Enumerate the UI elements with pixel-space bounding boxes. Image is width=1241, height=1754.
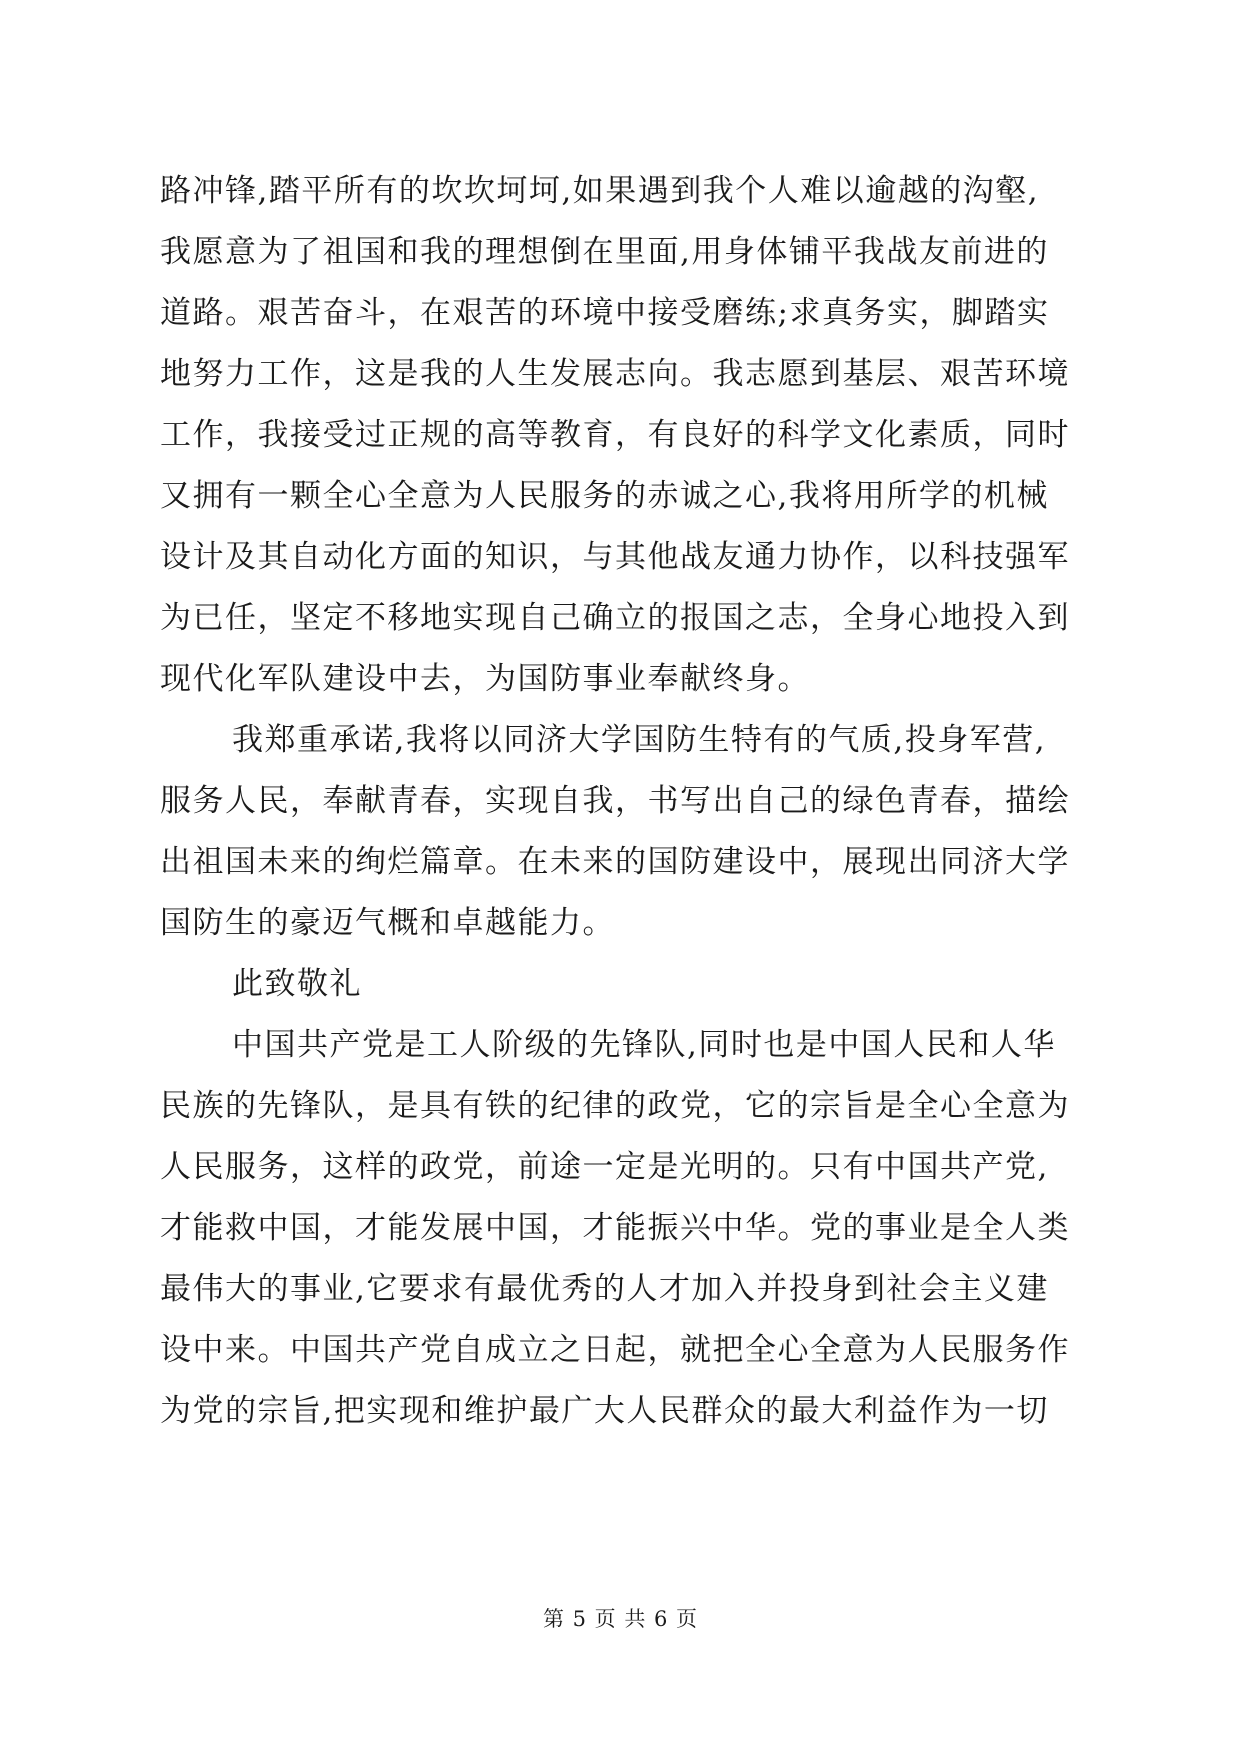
paragraph-3-line-7: 为党的宗旨,把实现和维护最广大人民群众的最大利益作为一切: [160, 1393, 1049, 1429]
paragraph-3-line-3: 人民服务，这样的政党，前途一定是光明的。只有中国共产党,: [160, 1149, 1049, 1185]
paragraph-2-line-4: 国防生的豪迈气概和卓越能力。: [160, 905, 615, 941]
paragraph-1-line-4: 地努力工作，这是我的人生发展志向。我志愿到基层、艰苦环境: [160, 356, 1070, 392]
paragraph-1-line-8: 为已任，坚定不移地实现自己确立的报国之志，全身心地投入到: [160, 600, 1070, 636]
paragraph-2-line-2: 服务人民，奉献青春，实现自我，书写出自己的绿色青春，描绘: [160, 783, 1070, 819]
salutation: 此致敬礼: [232, 966, 362, 1002]
paragraph-3-line-4: 才能救中国，才能发展中国，才能振兴中华。党的事业是全人类: [160, 1210, 1070, 1246]
paragraph-1-line-1: 路冲锋,踏平所有的坎坎坷坷,如果遇到我个人难以逾越的沟壑,: [160, 173, 1040, 209]
paragraph-1-line-7: 设计及其自动化方面的知识，与其他战友通力协作，以科技强军: [160, 539, 1070, 575]
paragraph-3-line-1: 中国共产党是工人阶级的先锋队,同时也是中国人民和人华: [232, 1027, 1056, 1063]
page-number-footer: 第 5 页 共 6 页: [542, 1607, 699, 1631]
paragraph-1-line-2: 我愿意为了祖国和我的理想倒在里面,用身体铺平我战友前进的: [160, 234, 1049, 270]
paragraph-3-line-2: 民族的先锋队，是具有铁的纪律的政党，它的宗旨是全心全意为: [160, 1088, 1070, 1124]
paragraph-1-line-3: 道路。艰苦奋斗，在艰苦的环境中接受磨练;求真务实，脚踏实: [160, 295, 1050, 331]
paragraph-1-line-9: 现代化军队建设中去，为国防事业奉献终身。: [160, 661, 810, 697]
paragraph-2-line-3: 出祖国未来的绚烂篇章。在未来的国防建设中，展现出同济大学: [160, 844, 1070, 880]
paragraph-3-line-6: 设中来。中国共产党自成立之日起，就把全心全意为人民服务作: [160, 1332, 1070, 1368]
paragraph-1-line-6: 又拥有一颗全心全意为人民服务的赤诚之心,我将用所学的机械: [160, 478, 1049, 514]
paragraph-3-line-5: 最伟大的事业,它要求有最优秀的人才加入并投身到社会主义建: [160, 1271, 1049, 1307]
paragraph-2-line-1: 我郑重承诺,我将以同济大学国防生特有的气质,投身军营,: [232, 722, 1047, 758]
paragraph-1-line-5: 工作，我接受过正规的高等教育，有良好的科学文化素质，同时: [160, 417, 1070, 453]
